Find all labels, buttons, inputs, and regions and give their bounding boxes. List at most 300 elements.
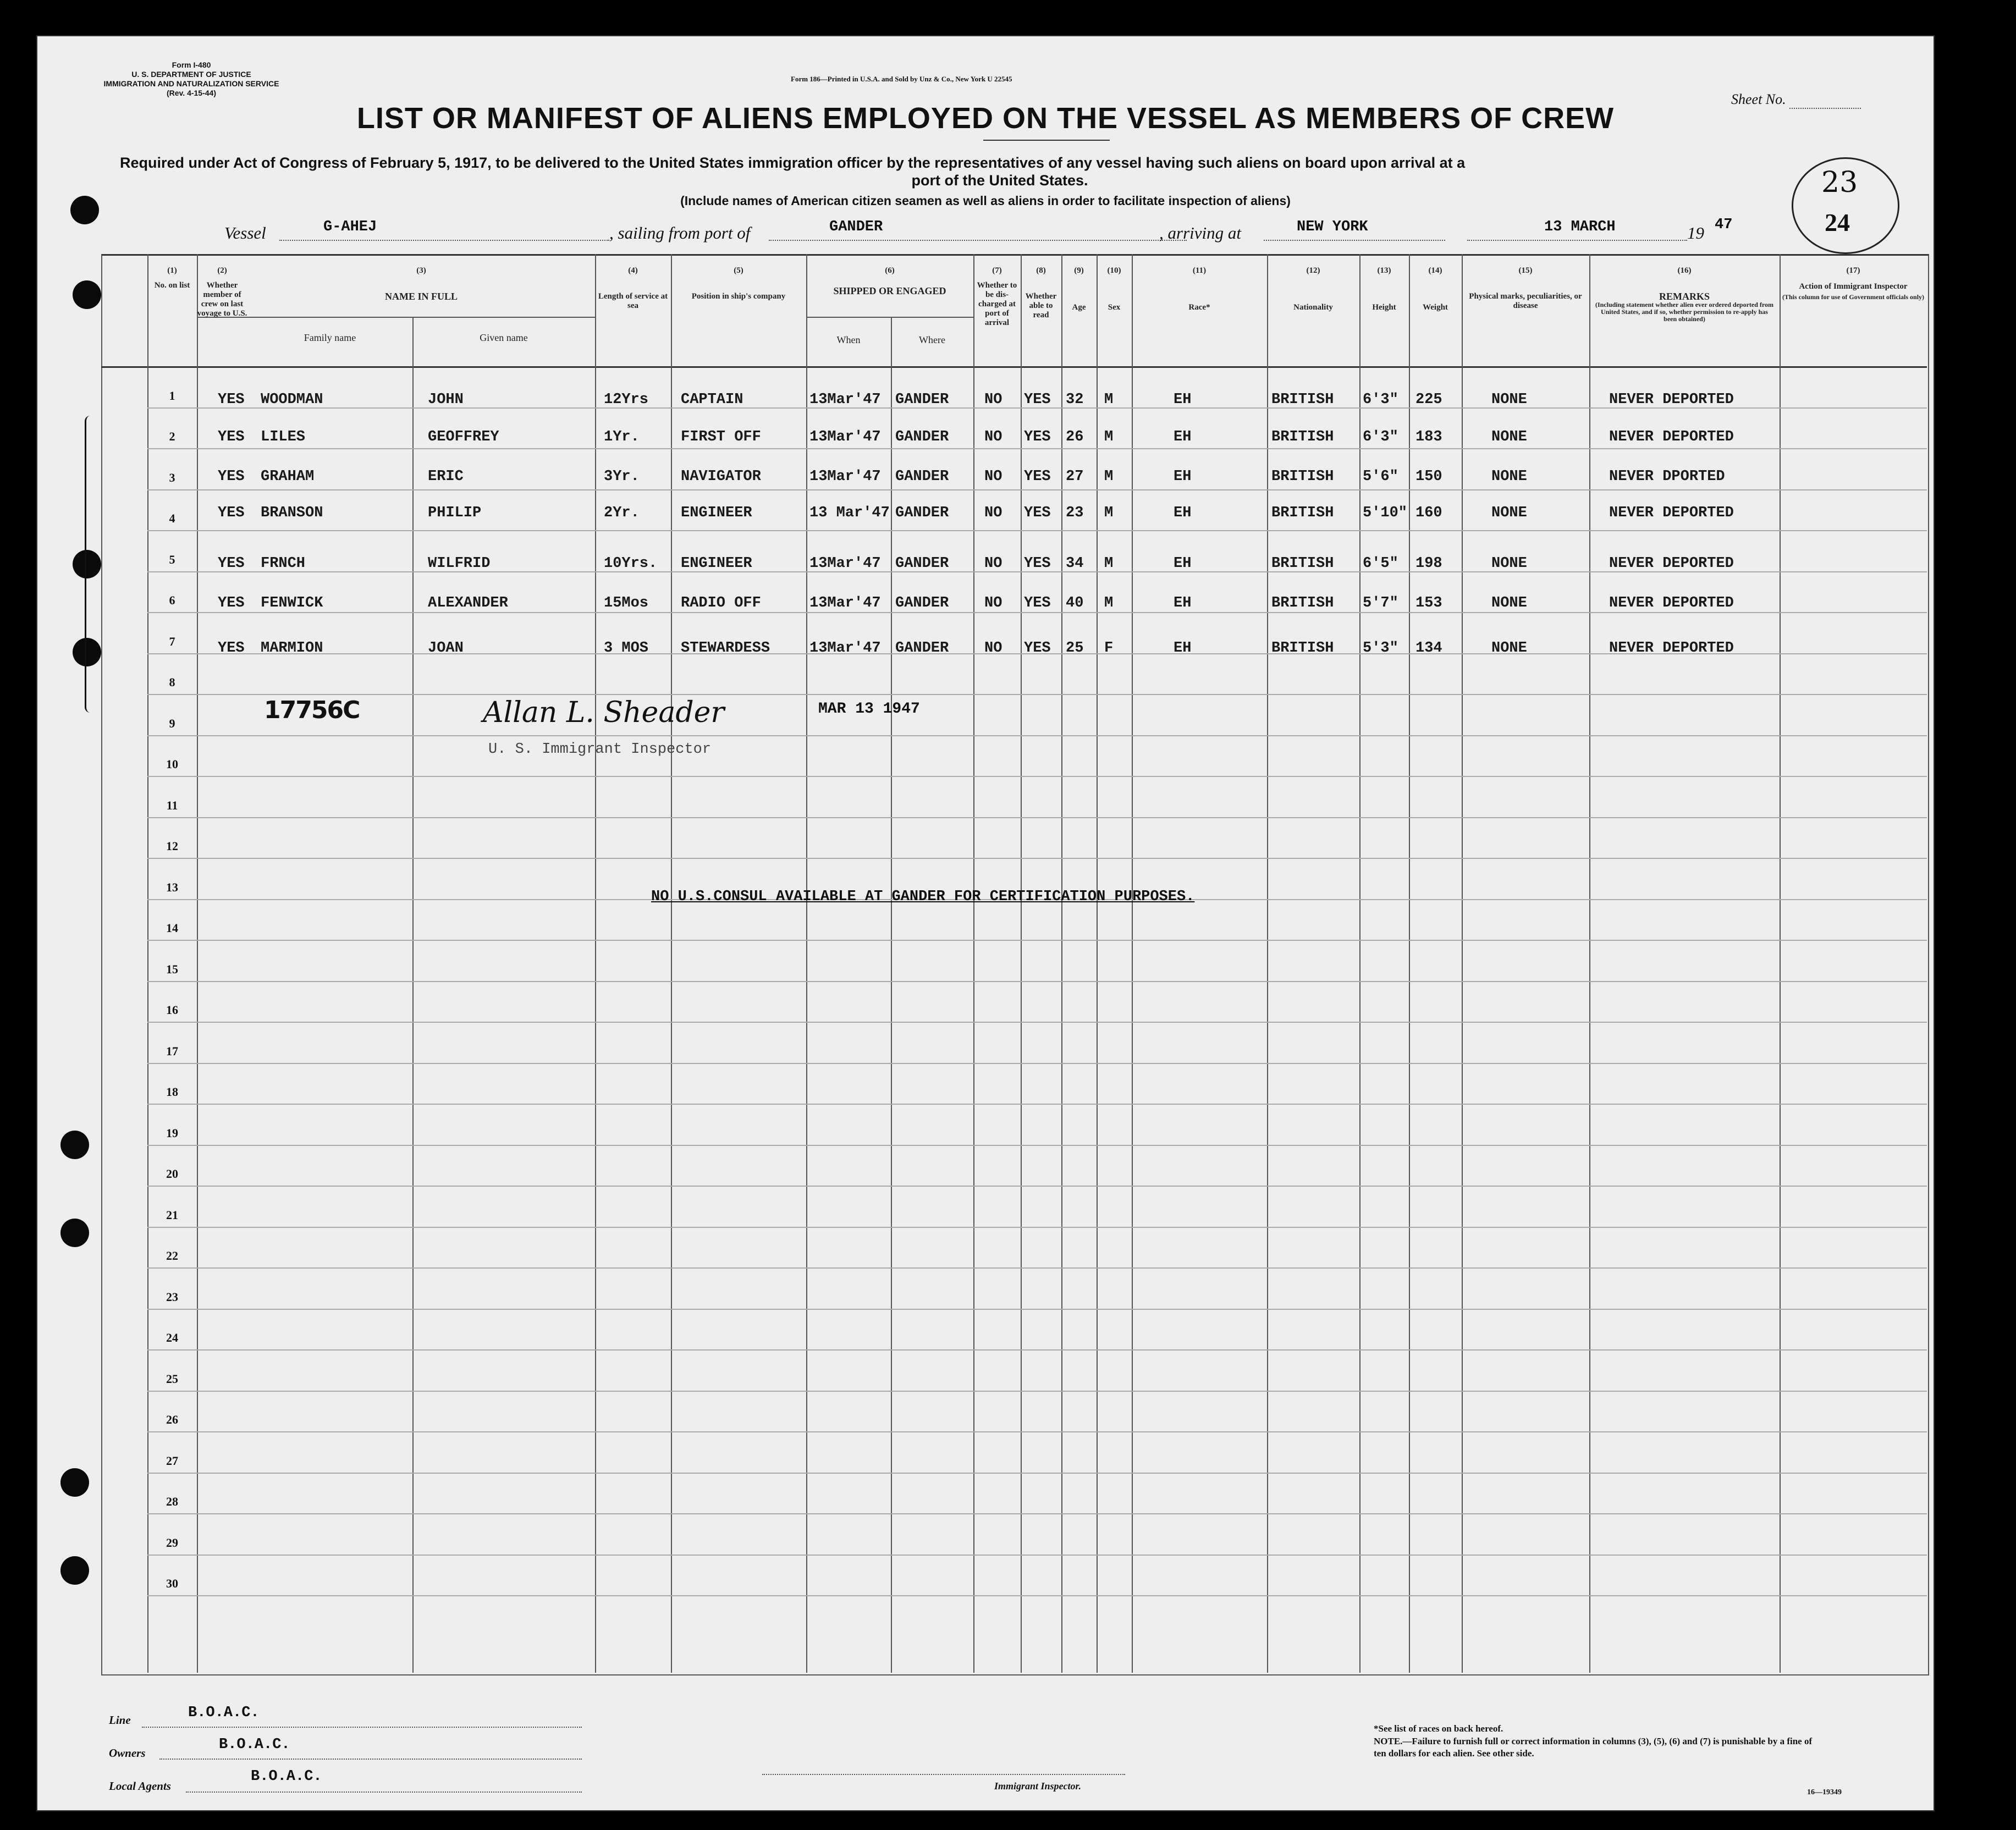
- crew-remarks: NEVER DEPORTED: [1609, 640, 1734, 657]
- crew-family-name: BRANSON: [261, 505, 323, 521]
- col-2-header: [197, 266, 247, 318]
- col-divider: [1409, 254, 1410, 1673]
- col-12-number: (12): [1306, 266, 1320, 275]
- col-divider: [1589, 254, 1590, 1673]
- crew-sex: M: [1104, 392, 1114, 408]
- col-11-header: [1132, 266, 1267, 312]
- col-10-header: [1097, 266, 1132, 312]
- crew-height: 5'10": [1363, 505, 1408, 521]
- col-10-number: (10): [1107, 266, 1121, 275]
- crew-previous-voyage: YES: [218, 555, 245, 572]
- crew-age: 27: [1066, 468, 1084, 485]
- crew-can-read: YES: [1024, 429, 1051, 445]
- row-rule: [147, 776, 1927, 777]
- punch-hole: [60, 1219, 89, 1247]
- punch-hole: [60, 1556, 89, 1585]
- row-rule: [147, 1513, 1927, 1514]
- row-number: 19: [166, 1126, 178, 1140]
- row-number: 27: [166, 1453, 178, 1468]
- line-value: B.O.A.C.: [188, 1705, 260, 1721]
- crew-nationality: BRITISH: [1271, 640, 1334, 657]
- service-name: IMMIGRATION AND NATURALIZATION SERVICE: [103, 79, 279, 88]
- stamp-date: MAR 13 1947: [818, 701, 920, 718]
- col-divider: [1267, 254, 1268, 1673]
- crew-race: EH: [1174, 505, 1192, 521]
- crew-shipped-where: GANDER: [895, 640, 949, 657]
- col-divider: [595, 254, 596, 1673]
- crew-age: 25: [1066, 640, 1084, 657]
- col-3-label: NAME IN FULL: [384, 291, 458, 302]
- agents-label: Local Agents: [109, 1779, 171, 1793]
- row-number: 1: [169, 388, 175, 403]
- row-rule: [147, 1473, 1927, 1474]
- col-9-label: Age: [1072, 303, 1086, 312]
- arriving-value: NEW YORK: [1297, 219, 1368, 235]
- row-rule: [147, 1186, 1927, 1187]
- row-number: 20: [166, 1167, 178, 1181]
- crew-discharged: NO: [984, 468, 1003, 485]
- crew-given-name: JOAN: [428, 640, 464, 657]
- col-13-number: (13): [1377, 266, 1391, 275]
- crew-physical-marks: NONE: [1491, 429, 1527, 445]
- races-note: *See list of races on back hereof.: [1374, 1723, 1503, 1734]
- col-3-number: (3): [416, 266, 426, 275]
- col-13-label: Height: [1372, 303, 1396, 312]
- crew-shipped-when: 13Mar'47: [809, 468, 881, 485]
- printer-line: Form 186—Printed in U.S.A. and Sold by Unz & Co., New York U 22545: [791, 75, 1012, 83]
- punch-hole: [60, 1131, 89, 1159]
- crew-position: ENGINEER: [681, 555, 752, 572]
- crew-service-length: 12Yrs: [604, 392, 649, 408]
- crew-previous-voyage: YES: [218, 595, 245, 611]
- row-number: 10: [166, 757, 178, 771]
- col-divider: [891, 317, 892, 1673]
- row-number: 2: [169, 429, 175, 443]
- col-1-number: (1): [167, 266, 177, 275]
- row-number: 17: [166, 1044, 178, 1058]
- crew-discharged: NO: [984, 392, 1003, 408]
- crew-shipped-where: GANDER: [895, 429, 949, 445]
- crew-given-name: PHILIP: [428, 505, 482, 521]
- page-number-handwritten: 23: [1821, 166, 1858, 199]
- crew-shipped-where: GANDER: [895, 555, 949, 572]
- vessel-value: G-AHEJ: [323, 219, 377, 235]
- date-value: 13 MARCH: [1544, 219, 1616, 235]
- line-label: Line: [109, 1713, 131, 1727]
- crew-race: EH: [1174, 555, 1192, 572]
- crew-weight: 153: [1415, 595, 1442, 611]
- col-divider: [197, 254, 198, 1673]
- crew-service-length: 10Yrs.: [604, 555, 658, 572]
- crew-can-read: YES: [1024, 555, 1051, 572]
- crew-race: EH: [1174, 468, 1192, 485]
- crew-height: 5'7": [1363, 595, 1398, 611]
- crew-nationality: BRITISH: [1271, 595, 1334, 611]
- crew-can-read: YES: [1024, 595, 1051, 611]
- col-5-number: (5): [734, 266, 743, 275]
- row-number: 4: [169, 511, 175, 525]
- crew-remarks: NEVER DEPORTED: [1609, 429, 1734, 445]
- crew-remarks: NEVER DEPORTED: [1609, 505, 1734, 521]
- required-line-1: Required under Act of Congress of February 5, 1917, to be delivered to the United States immigration officer by the representatives of any vessel having such aliens on board upon arrival at a: [120, 155, 1466, 171]
- crew-sex: M: [1104, 555, 1114, 572]
- row-number: 13: [166, 880, 178, 894]
- crew-service-length: 1Yr.: [604, 429, 640, 445]
- crew-shipped-where: GANDER: [895, 505, 949, 521]
- col-8-label: Whether able to read: [1025, 292, 1057, 319]
- row-number: 23: [166, 1289, 178, 1304]
- crew-shipped-where: GANDER: [895, 595, 949, 611]
- agents-blank: [186, 1792, 582, 1793]
- stamp-number: 17756C: [264, 696, 360, 724]
- col-16-header: [1594, 266, 1775, 323]
- row-rule: [147, 448, 1927, 449]
- col-1-header: [147, 266, 197, 290]
- crew-discharged: NO: [984, 555, 1003, 572]
- crew-race: EH: [1174, 595, 1192, 611]
- crew-discharged: NO: [984, 640, 1003, 657]
- crew-weight: 198: [1415, 555, 1442, 572]
- crew-physical-marks: NONE: [1491, 505, 1527, 521]
- owners-label: Owners: [109, 1746, 146, 1760]
- crew-nationality: BRITISH: [1271, 505, 1334, 521]
- crew-family-name: FRNCH: [261, 555, 306, 572]
- col-6-number: (6): [885, 266, 895, 275]
- given-name-header: Given name: [480, 332, 528, 343]
- agents-value: B.O.A.C.: [251, 1768, 322, 1785]
- col-divider: [973, 254, 974, 1673]
- name-subheader-rule: [197, 317, 595, 318]
- col-16-number: (16): [1677, 266, 1692, 275]
- row-number: 22: [166, 1249, 178, 1263]
- col-8-number: (8): [1036, 266, 1046, 275]
- crew-physical-marks: NONE: [1491, 595, 1527, 611]
- row-rule: [147, 1267, 1927, 1269]
- row-number: 14: [166, 921, 178, 935]
- row-rule: [147, 1431, 1927, 1432]
- family-name-header: Family name: [304, 332, 356, 343]
- crew-age: 26: [1066, 429, 1084, 445]
- inspector-label: Immigrant Inspector.: [994, 1781, 1082, 1792]
- row-number: 26: [166, 1413, 178, 1426]
- col-divider: [1097, 254, 1098, 1673]
- row-number: 8: [169, 675, 175, 689]
- col-12-header: [1267, 266, 1359, 312]
- col-15-header: [1467, 266, 1584, 311]
- row-number: 6: [169, 593, 175, 607]
- col-17-sub: (This column for use of Government officials only): [1782, 293, 1925, 301]
- col-17-label: Action of Immigrant Inspector: [1799, 282, 1908, 291]
- col-divider: [1359, 254, 1360, 1673]
- row-rule: [147, 1309, 1927, 1310]
- crew-discharged: NO: [984, 429, 1003, 445]
- crew-sex: M: [1104, 468, 1114, 485]
- crew-given-name: ALEXANDER: [428, 595, 508, 611]
- crew-sex: M: [1104, 429, 1114, 445]
- crew-family-name: WOODMAN: [261, 392, 323, 408]
- line-blank: [142, 1727, 582, 1728]
- crew-position: NAVIGATOR: [681, 468, 761, 485]
- crew-nationality: BRITISH: [1271, 555, 1334, 572]
- col-7-header: [973, 266, 1021, 328]
- crew-height: 5'3": [1363, 640, 1398, 657]
- col-13-header: [1359, 266, 1409, 312]
- row-number: 18: [166, 1085, 178, 1099]
- crew-can-read: YES: [1024, 392, 1051, 408]
- col-5-label: Position in ship's company: [691, 292, 786, 301]
- punch-hole: [73, 280, 101, 309]
- department: U. S. DEPARTMENT OF JUSTICE: [131, 70, 251, 79]
- row-number: 29: [166, 1535, 178, 1550]
- date-blank: [1467, 240, 1687, 241]
- manifest-sheet: [36, 35, 1935, 1811]
- form-number: Form I-480: [172, 60, 211, 69]
- page-title: LIST OR MANIFEST OF ALIENS EMPLOYED ON THE VESSEL AS MEMBERS OF CREW: [356, 102, 1615, 135]
- col-12-label: Nationality: [1293, 303, 1333, 312]
- consul-note: NO U.S.CONSUL AVAILABLE AT GANDER FOR CERTIFICATION PURPOSES.: [651, 889, 1195, 905]
- row-rule: [147, 530, 1927, 531]
- crew-physical-marks: NONE: [1491, 392, 1527, 408]
- row-number: 3: [169, 470, 175, 484]
- col-divider: [671, 254, 672, 1673]
- crew-age: 32: [1066, 392, 1084, 408]
- crew-nationality: BRITISH: [1271, 468, 1334, 485]
- crew-shipped-when: 13Mar'47: [809, 555, 881, 572]
- row-rule: [147, 1063, 1927, 1064]
- crew-shipped-where: GANDER: [895, 392, 949, 408]
- arriving-label: , arriving at: [1159, 223, 1241, 242]
- row-rule: [147, 612, 1927, 613]
- row-rule: [147, 489, 1927, 490]
- row-number: 9: [169, 716, 175, 730]
- required-statement: [120, 154, 1880, 189]
- crew-previous-voyage: YES: [218, 468, 245, 485]
- col-3-header: [247, 266, 595, 301]
- col-17-number: (17): [1846, 266, 1860, 275]
- col-10-label: Sex: [1108, 303, 1121, 312]
- vessel-label: Vessel: [224, 223, 266, 242]
- crew-race: EH: [1174, 392, 1192, 408]
- row-rule: [147, 1022, 1927, 1023]
- crew-can-read: YES: [1024, 640, 1051, 657]
- crew-nationality: BRITISH: [1271, 392, 1334, 408]
- col-divider: [1061, 254, 1062, 1673]
- row-number: 12: [166, 839, 178, 853]
- col-4-header: [595, 266, 671, 311]
- row-rule: [147, 1227, 1927, 1228]
- crew-weight: 225: [1415, 392, 1442, 408]
- crew-physical-marks: NONE: [1491, 640, 1527, 657]
- col-4-number: (4): [628, 266, 638, 275]
- row-rule: [147, 1595, 1927, 1596]
- crew-age: 34: [1066, 555, 1084, 572]
- crew-position: FIRST OFF: [681, 429, 761, 445]
- crew-height: 6'3": [1363, 429, 1398, 445]
- col-16-label: REMARKS: [1659, 291, 1710, 302]
- crew-height: 6'3": [1363, 392, 1398, 408]
- owners-blank: [159, 1759, 582, 1760]
- revision: (Rev. 4-15-44): [166, 89, 216, 97]
- crew-nationality: BRITISH: [1271, 429, 1334, 445]
- crew-physical-marks: NONE: [1491, 555, 1527, 572]
- crew-service-length: 3 MOS: [604, 640, 649, 657]
- col-16-sub: (Including statement whether alien ever ordered deported from United States, and if so, whether permission to re-apply has been obtained): [1595, 301, 1774, 323]
- col-7-label: Whether to be dis-charged at port of arrival: [977, 281, 1017, 327]
- col-divider: [1132, 254, 1133, 1673]
- row-rule: [147, 1391, 1927, 1392]
- col-2-number: (2): [217, 266, 227, 275]
- col-4-label: Length of service at sea: [598, 292, 668, 310]
- col-7-number: (7): [992, 266, 1002, 275]
- crew-height: 5'6": [1363, 468, 1398, 485]
- col-17-header: [1782, 266, 1925, 301]
- crew-remarks: NEVER DPORTED: [1609, 468, 1725, 485]
- crew-sex: M: [1104, 595, 1114, 611]
- crew-table: [101, 254, 1929, 1675]
- crew-previous-voyage: YES: [218, 640, 245, 657]
- crew-service-length: 15Mos: [604, 595, 649, 611]
- crew-discharged: NO: [984, 595, 1003, 611]
- inspector-blank: [762, 1774, 1125, 1775]
- col-divider: [1462, 254, 1463, 1673]
- crew-previous-voyage: YES: [218, 392, 245, 408]
- owners-value: B.O.A.C.: [219, 1737, 290, 1753]
- crew-given-name: JOHN: [428, 392, 464, 408]
- crew-given-name: GEOFFREY: [428, 429, 499, 445]
- crew-race: EH: [1174, 429, 1192, 445]
- include-note: (Include names of American citizen seamen as well as aliens in order to facilitate inspection of aliens): [680, 194, 1291, 208]
- port-blank: [769, 240, 1187, 241]
- row-number: 21: [166, 1208, 178, 1222]
- row-number: 15: [166, 962, 178, 976]
- row-rule: [147, 858, 1927, 859]
- shipped-where-header: Where: [919, 334, 945, 345]
- row-rule: [147, 1555, 1927, 1556]
- inspector-title: U. S. Immigrant Inspector: [488, 741, 712, 758]
- col-14-label: Weight: [1423, 303, 1448, 312]
- crew-shipped-when: 13Mar'47: [809, 595, 881, 611]
- row-number: 5: [169, 552, 175, 566]
- row-rule: [147, 1104, 1927, 1105]
- crew-previous-voyage: YES: [218, 505, 245, 521]
- crew-weight: 160: [1415, 505, 1442, 521]
- crew-race: EH: [1174, 640, 1192, 657]
- row-rule: [147, 1145, 1927, 1146]
- form-id-block: [87, 60, 296, 98]
- crew-position: CAPTAIN: [681, 392, 743, 408]
- row-rule: [147, 940, 1927, 941]
- crew-given-name: ERIC: [428, 468, 464, 485]
- col-15-label: Physical marks, peculiarities, or disease: [1469, 292, 1582, 310]
- crew-shipped-when: 13Mar'47: [809, 640, 881, 657]
- row-rule: [147, 694, 1927, 695]
- col-divider: [806, 254, 807, 1673]
- title-rule: [983, 140, 1110, 141]
- crew-remarks: NEVER DEPORTED: [1609, 392, 1734, 408]
- inspector-signature: Allan L. Sheader: [483, 696, 725, 729]
- row-number: 24: [166, 1331, 178, 1344]
- crew-can-read: YES: [1024, 468, 1051, 485]
- col-1-label: No. on list: [154, 281, 190, 290]
- shipped-subheader-rule: [806, 317, 973, 318]
- row-number: 7: [169, 634, 175, 648]
- form-code: 16—19349: [1807, 1788, 1842, 1796]
- col-6-header: [806, 266, 973, 296]
- crew-age: 40: [1066, 595, 1084, 611]
- row-rule: [147, 981, 1927, 982]
- crew-shipped-when: 13 Mar'47: [809, 505, 890, 521]
- crew-given-name: WILFRID: [428, 555, 491, 572]
- crew-height: 6'5": [1363, 555, 1398, 572]
- crew-weight: 183: [1415, 429, 1442, 445]
- col-14-number: (14): [1428, 266, 1442, 275]
- col-divider: [1780, 254, 1781, 1673]
- crew-family-name: GRAHAM: [261, 468, 315, 485]
- col-divider: [412, 317, 414, 1673]
- crew-sex: M: [1104, 505, 1114, 521]
- crew-position: ENGINEER: [681, 505, 752, 521]
- row-rule: [147, 1349, 1927, 1351]
- year-prefix: 19: [1687, 223, 1704, 242]
- crew-remarks: NEVER DEPORTED: [1609, 555, 1734, 572]
- row-number: 28: [166, 1495, 178, 1508]
- row-rule: [147, 817, 1927, 818]
- crew-physical-marks: NONE: [1491, 468, 1527, 485]
- crew-discharged: NO: [984, 505, 1003, 521]
- col-9-number: (9): [1074, 266, 1084, 275]
- row-rule: [147, 735, 1927, 736]
- row-number: 11: [166, 798, 178, 812]
- port-value: GANDER: [829, 219, 883, 235]
- sailing-label: , sailing from port of: [609, 223, 751, 242]
- crew-can-read: YES: [1024, 505, 1051, 521]
- crew-position: RADIO OFF: [681, 595, 761, 611]
- header-bottom-rule: [101, 366, 1927, 368]
- crew-age: 23: [1066, 505, 1084, 521]
- col-11-number: (11): [1192, 266, 1207, 275]
- crew-service-length: 3Yr.: [604, 468, 640, 485]
- col-11-label: Race*: [1188, 303, 1210, 312]
- row-number: 30: [166, 1577, 178, 1590]
- shipped-when-header: When: [836, 334, 861, 345]
- col-9-header: [1061, 266, 1097, 312]
- crew-shipped-when: 13Mar'47: [809, 429, 881, 445]
- crew-position: STEWARDESS: [681, 640, 770, 657]
- punch-hole: [60, 1468, 89, 1497]
- row-number: 16: [166, 1003, 178, 1017]
- crew-family-name: MARMION: [261, 640, 323, 657]
- crew-remarks: NEVER DEPORTED: [1609, 595, 1734, 611]
- crew-family-name: LILES: [261, 429, 306, 445]
- crew-previous-voyage: YES: [218, 429, 245, 445]
- col-15-number: (15): [1518, 266, 1533, 275]
- crew-service-length: 2Yr.: [604, 505, 640, 521]
- crew-shipped-where: GANDER: [895, 468, 949, 485]
- fine-note: NOTE.—Failure to furnish full or correct information in columns (3), (5), (6) and (7) is punishable by a fine of ten dollars for each alien. See other side.: [1374, 1736, 1813, 1759]
- crew-sex: F: [1104, 640, 1114, 657]
- col-6-label: SHIPPED OR ENGAGED: [833, 285, 946, 296]
- col-8-header: [1021, 266, 1061, 320]
- col-5-header: [671, 266, 806, 301]
- col-divider: [1021, 254, 1022, 1673]
- vessel-blank: [279, 240, 609, 241]
- row-number: 25: [166, 1371, 178, 1386]
- required-line-2: port of the United States.: [911, 172, 1088, 189]
- crew-family-name: FENWICK: [261, 595, 323, 611]
- page-number-stamped: 24: [1825, 208, 1850, 236]
- sheet-label: Sheet No.: [1731, 91, 1786, 107]
- crew-shipped-when: 13Mar'47: [809, 392, 881, 408]
